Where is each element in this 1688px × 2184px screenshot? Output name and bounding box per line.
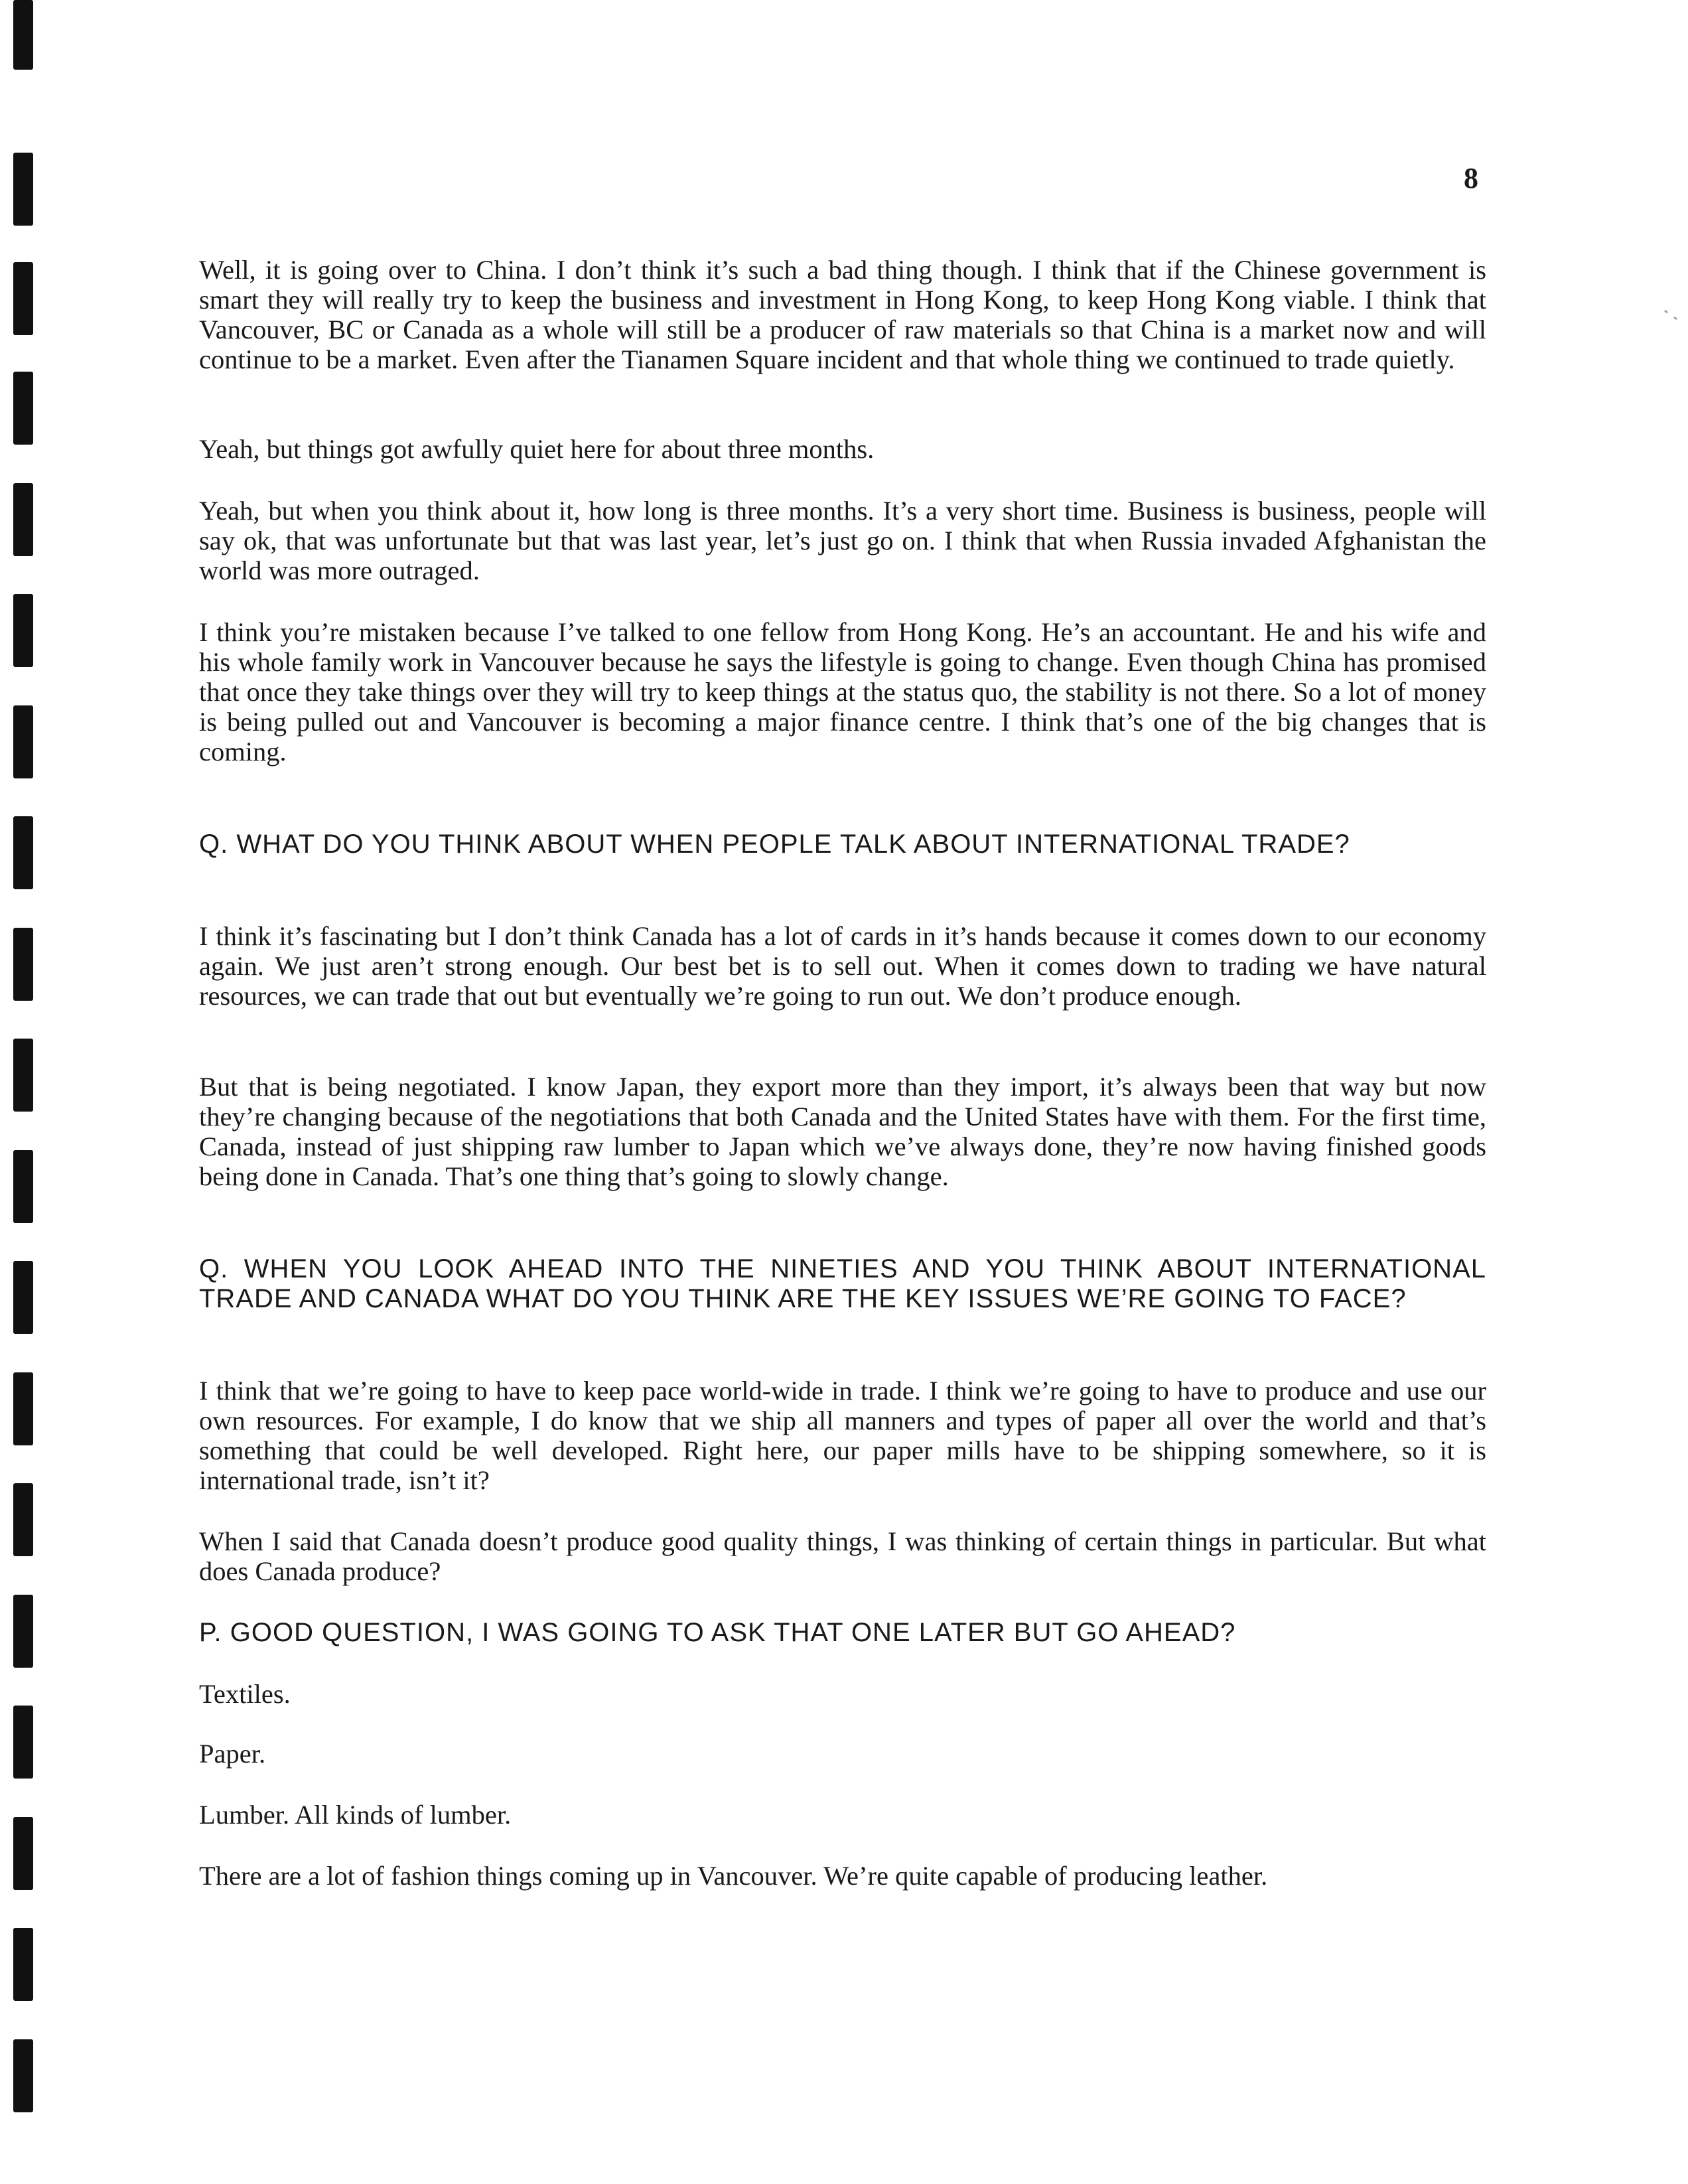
paragraph-canada-produce: When I said that Canada doesn’t produce good quality things, I was thinking of certain things in particular. But what does Canada produce?: [199, 1526, 1486, 1586]
binding-mark: [13, 1706, 33, 1779]
answer-lumber: Lumber. All kinds of lumber.: [199, 1800, 512, 1830]
paragraph-keep-pace: I think that we’re going to have to keep pace world-wide in trade. I think we’re going to have to produce and use our own resources. For example, I do know that we ship all manners and types of paper all over the world and that’s something that could be well developed. Right here, our paper mills have to be shipping somewhere, so it is international trade, isn’t it?: [199, 1376, 1486, 1495]
binding-mark: [13, 1483, 33, 1556]
answer-paper: Paper.: [199, 1739, 266, 1769]
binding-mark: [13, 1928, 33, 2001]
binding-mark: [13, 0, 33, 70]
paragraph-japan-negotiation: But that is being negotiated. I know Japan, they export more than they import, it’s always been that way but now they’re changing because of the negotiations that both Canada and the United States have with them. For the first time, Canada, instead of just shipping raw lumber to Japan which we’ve always done, they’re now having finished goods being done in Canada. That’s one thing that’s going to slowly change.: [199, 1072, 1486, 1191]
binding-mark: [13, 1372, 33, 1445]
binding-mark: [13, 928, 33, 1001]
scan-speck: [1664, 310, 1669, 314]
binding-mark: [13, 1261, 33, 1334]
scan-speck: [1673, 317, 1678, 321]
binding-mark: [13, 1817, 33, 1890]
binding-mark: [13, 1039, 33, 1112]
binding-mark: [13, 262, 33, 335]
paragraph-quiet-three-months: Yeah, but things got awfully quiet here for about three months.: [199, 434, 875, 464]
binding-mark: [13, 594, 33, 667]
binding-mark: [13, 705, 33, 778]
binding-mark: [13, 1595, 33, 1668]
answer-textiles: Textiles.: [199, 1679, 291, 1709]
paragraph-hong-kong-accountant: I think you’re mistaken because I’ve talked to one fellow from Hong Kong. He’s an accountant. He and his wife and his whole family work in Vancouver because he says the lifestyle is going to change. Even though China has promised that once they take things over they will try to keep things at the status quo, the stability is not there. So a lot of money is being pulled out and Vancouver is becoming a major finance centre. I think that’s one of the big changes that is coming.: [199, 617, 1486, 766]
binding-mark: [13, 816, 33, 889]
question-nineties-issues: Q. WHEN YOU LOOK AHEAD INTO THE NINETIES AND YOU THINK ABOUT INTERNATIONAL TRADE AND CANADA WHAT DO YOU THINK ARE THE KEY ISSUES WE’RE GOING TO FACE?: [199, 1254, 1486, 1313]
page-number: 8: [1464, 162, 1478, 194]
paragraph-fascinating: I think it’s fascinating but I don’t think Canada has a lot of cards in it’s hands because it comes down to our economy again. We just aren’t strong enough. Our best bet is to sell out. When it comes down to trading we have natural resources, we can trade that out but eventually we’re going to run out. We don’t produce enough.: [199, 921, 1486, 1011]
binding-mark: [13, 153, 33, 226]
prompt-good-question: P. GOOD QUESTION, I WAS GOING TO ASK THAT ONE LATER BUT GO AHEAD?: [199, 1618, 1236, 1647]
paragraph-china-business: Well, it is going over to China. I don’t think it’s such a bad thing though. I think that if the Chinese government is smart they will really try to keep the business and investment in Hong Kong, to keep Hong Kong viable. I think that Vancouver, BC or Canada as a whole will still be a producer of raw materials so that China is a market now and will continue to be a market. Even after the Tianamen Square incident and that whole thing we continued to trade quietly.: [199, 255, 1486, 374]
binding-mark: [13, 1150, 33, 1223]
paragraph-short-time: Yeah, but when you think about it, how long is three months. It’s a very short time. Business is business, people will say ok, that was unfortunate but that was last year, let’s just go on. I think that when Russia invaded Afghanistan the world was more outraged.: [199, 496, 1486, 585]
binding-mark: [13, 2039, 33, 2112]
paragraph-fashion-leather: There are a lot of fashion things coming up in Vancouver. We’re quite capable of producing leather.: [199, 1861, 1268, 1891]
binding-mark: [13, 372, 33, 445]
question-international-trade: Q. WHAT DO YOU THINK ABOUT WHEN PEOPLE TALK ABOUT INTERNATIONAL TRADE?: [199, 830, 1350, 859]
binding-mark: [13, 483, 33, 556]
